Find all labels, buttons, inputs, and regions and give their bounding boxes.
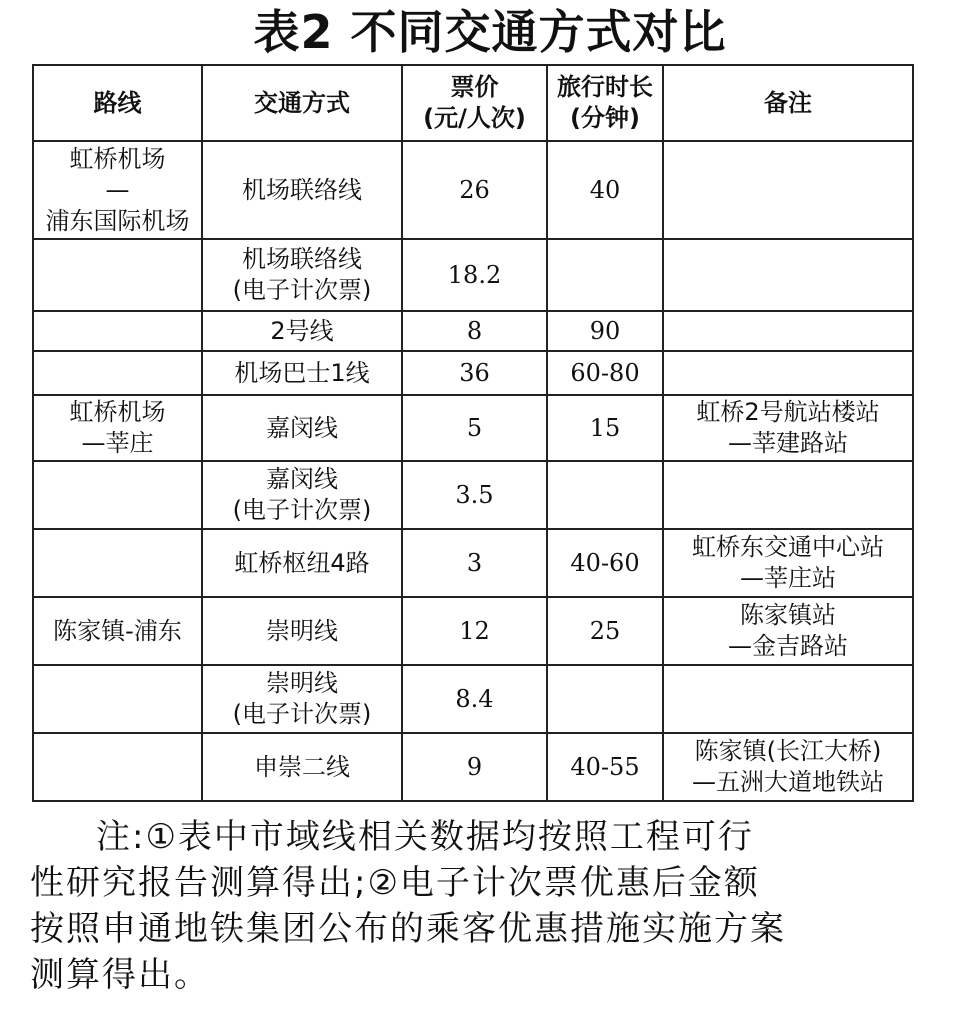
table-row <box>33 239 913 311</box>
time-cell: 60-80 <box>547 351 663 395</box>
header-row <box>33 65 913 141</box>
fare-cell: 3.5 <box>402 461 547 529</box>
time-cell: 40 <box>547 141 663 239</box>
remark-cell <box>663 311 913 351</box>
table-row <box>33 665 913 733</box>
fare-cell: 8 <box>402 311 547 351</box>
time-cell <box>547 239 663 311</box>
route-cell <box>33 733 202 801</box>
fare-cell: 18.2 <box>402 239 547 311</box>
footnote <box>30 814 960 998</box>
mode-cell: 虹桥枢纽4路 <box>202 529 402 597</box>
route-cell: 虹桥机场 — 浦东国际机场 <box>33 141 202 239</box>
fare-cell: 5 <box>402 395 547 461</box>
mode-cell: 机场联络线 (电子计次票) <box>202 239 402 311</box>
footnote-line: 测算得出。 <box>30 955 210 995</box>
route-cell <box>33 529 202 597</box>
time-cell <box>547 665 663 733</box>
header-time: 旅行时长 (分钟) <box>547 65 663 141</box>
mode-cell: 崇明线 (电子计次票) <box>202 665 402 733</box>
header-fare: 票价 (元/人次) <box>402 65 547 141</box>
mode-cell: 嘉闵线 <box>202 395 402 461</box>
route-cell: 虹桥机场 —莘庄 <box>33 395 202 461</box>
route-cell <box>33 351 202 395</box>
comparison-table <box>32 64 914 802</box>
table-title: 表2 不同交通方式对比 <box>253 5 727 59</box>
table-row <box>33 395 913 461</box>
mode-cell: 申崇二线 <box>202 733 402 801</box>
table-row <box>33 311 913 351</box>
remark-cell <box>663 665 913 733</box>
remark-cell <box>663 239 913 311</box>
table-row <box>33 141 913 239</box>
remark-cell <box>663 141 913 239</box>
mode-cell: 崇明线 <box>202 597 402 665</box>
fare-cell: 26 <box>402 141 547 239</box>
mode-cell: 机场巴士1线 <box>202 351 402 395</box>
fare-cell: 8.4 <box>402 665 547 733</box>
mode-cell: 嘉闵线 (电子计次票) <box>202 461 402 529</box>
header-mode: 交通方式 <box>202 65 402 141</box>
route-cell <box>33 461 202 529</box>
remark-cell: 虹桥东交通中心站 —莘庄站 <box>663 529 913 597</box>
remark-cell <box>663 351 913 395</box>
fare-cell: 9 <box>402 733 547 801</box>
fare-cell: 3 <box>402 529 547 597</box>
remark-cell: 虹桥2号航站楼站 —莘建路站 <box>663 395 913 461</box>
time-cell <box>547 461 663 529</box>
table-row <box>33 529 913 597</box>
footnote-line: 注:①表中市域线相关数据均按照工程可行 <box>96 817 754 857</box>
fare-cell: 12 <box>402 597 547 665</box>
footnote-line: 按照申通地铁集团公布的乘客优惠措施实施方案 <box>30 909 786 949</box>
header-remark: 备注 <box>663 65 913 141</box>
time-cell: 40-60 <box>547 529 663 597</box>
table-row <box>33 351 913 395</box>
table-row <box>33 461 913 529</box>
table-row <box>33 597 913 665</box>
time-cell: 15 <box>547 395 663 461</box>
time-cell: 40-55 <box>547 733 663 801</box>
remark-cell: 陈家镇站 —金吉路站 <box>663 597 913 665</box>
route-cell <box>33 239 202 311</box>
time-cell: 90 <box>547 311 663 351</box>
remark-cell: 陈家镇(长江大桥) —五洲大道地铁站 <box>663 733 913 801</box>
mode-cell: 2号线 <box>202 311 402 351</box>
route-cell: 陈家镇-浦东 <box>33 597 202 665</box>
header-route: 路线 <box>33 65 202 141</box>
footnote-line: 性研究报告测算得出;②电子计次票优惠后金额 <box>30 863 760 903</box>
remark-cell <box>663 461 913 529</box>
table-row <box>33 733 913 801</box>
route-cell <box>33 665 202 733</box>
fare-cell: 36 <box>402 351 547 395</box>
mode-cell: 机场联络线 <box>202 141 402 239</box>
time-cell: 25 <box>547 597 663 665</box>
route-cell <box>33 311 202 351</box>
